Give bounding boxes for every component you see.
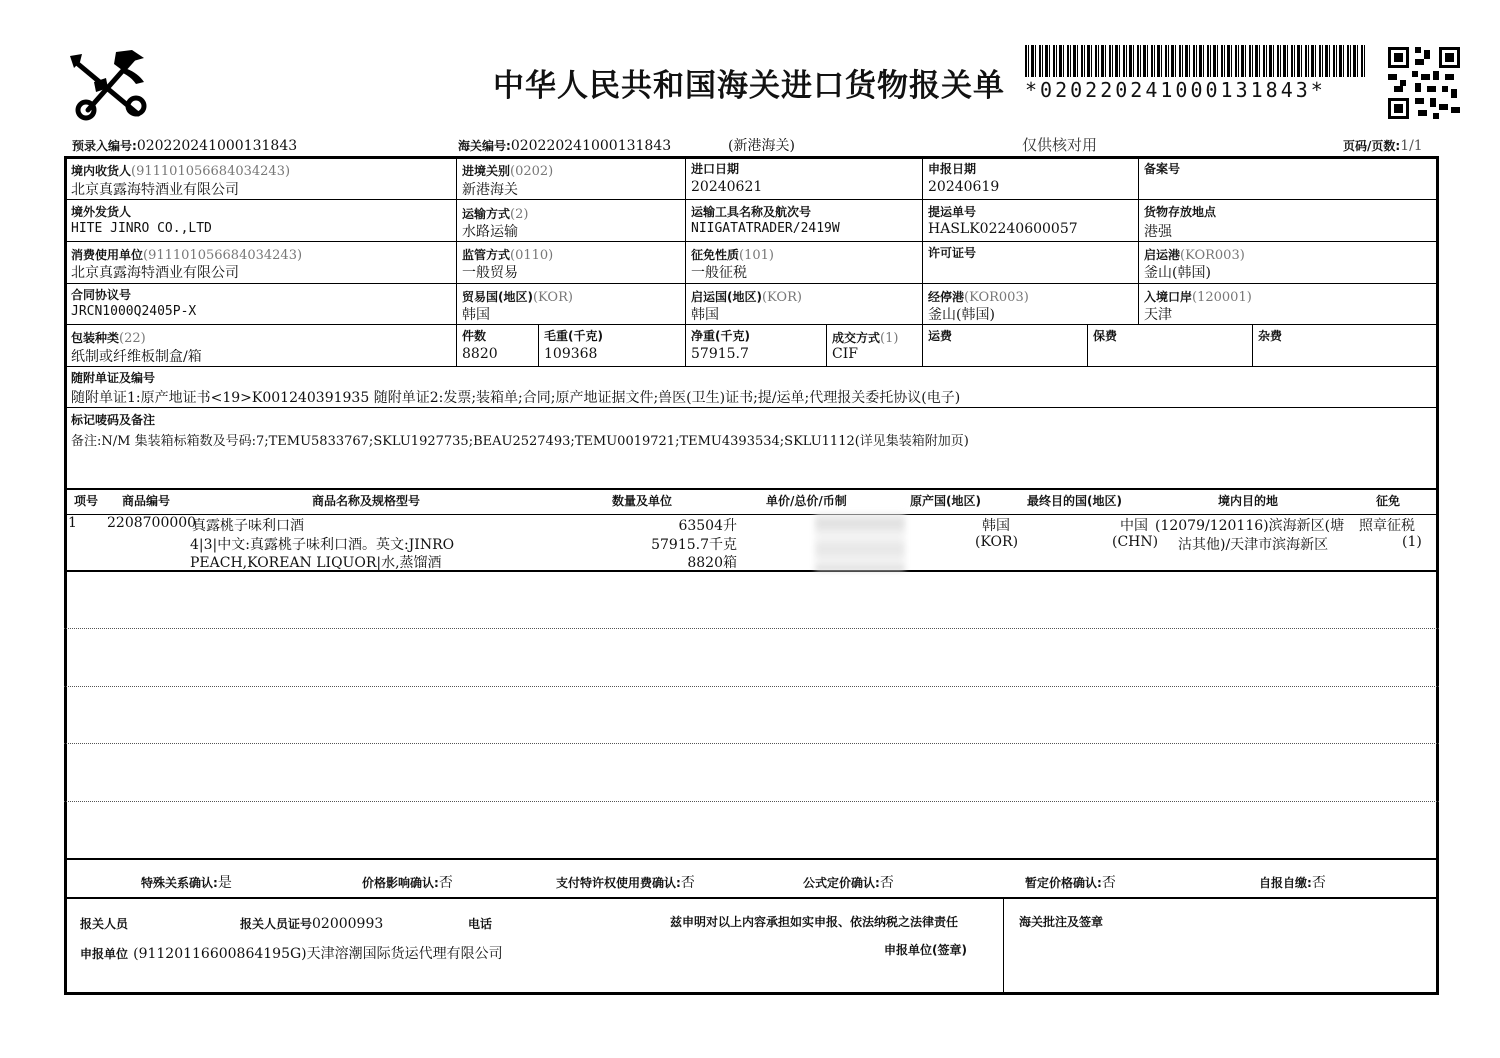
package-value: 纸制或纤维板制盒/箱	[71, 349, 202, 365]
transport-label: 运输方式	[462, 207, 511, 221]
supervision-code: (0110)	[510, 248, 554, 263]
confirm-provisional-label: 暂定价格确认:	[1025, 876, 1102, 890]
col-header-name: 商品名称及规格型号	[312, 494, 421, 508]
entry-port-code: (120001)	[1192, 290, 1252, 305]
transport-code: (2)	[510, 207, 529, 222]
declare-unit-value: (91120116600864195G)天津溶潮国际货运代理有限公司	[133, 946, 503, 962]
form-title: 中华人民共和国海关进口货物报关单	[493, 68, 1005, 104]
marks-value: 备注:N/M 集装箱标箱数及号码:7;TEMU5833767;SKLU1927735;BEAU2527493;TEMU0019721;TEMU4393534;SKLU1112(详见集装箱附加页)	[71, 434, 969, 449]
transit-port-value: 釜山(韩国)	[928, 307, 995, 323]
entry-office-label: 进境关别	[462, 164, 511, 178]
shipper-label: 境外发货人	[71, 205, 132, 219]
import-date-value: 20240621	[691, 179, 763, 195]
dep-country-value: 韩国	[691, 307, 719, 323]
insurance-label: 保费	[1093, 329, 1118, 343]
confirm-formula-value: 否	[879, 875, 894, 891]
customs-no-value: 020220241000131843	[510, 138, 672, 154]
item-domestic-line1: (12079/120116)滨海新区(塘	[1155, 518, 1345, 534]
levy-code: (101)	[739, 248, 774, 263]
pieces-value: 8820	[462, 346, 498, 362]
confirm-price-value: 否	[438, 875, 453, 891]
dep-country-code: (KOR)	[761, 290, 802, 305]
declare-date-label: 申报日期	[928, 162, 977, 176]
confirm-price-label: 价格影响确认:	[362, 876, 439, 890]
entry-office-value: 新港海关	[462, 182, 518, 198]
customs-no-label: 海关编号:	[458, 139, 511, 153]
item-dest: 中国	[1120, 518, 1148, 534]
col-header-qty: 数量及单位	[612, 494, 673, 508]
gross-label: 毛重(千克)	[544, 329, 603, 343]
terms-code: (1)	[880, 331, 899, 346]
storage-label: 货物存放地点	[1144, 205, 1217, 219]
license-label: 许可证号	[928, 246, 977, 260]
docs-value: 随附单证1:原产地证书<19>K001240391935 随附单证2:发票;装箱单;合同;原产地证据文件;兽医(卫生)证书;提/运单;代理报关委托协议(电子)	[71, 390, 961, 406]
declare-unit-label: 申报单位	[80, 947, 129, 961]
declarant-cert-value: 02000993	[312, 916, 384, 932]
net-label: 净重(千克)	[691, 329, 750, 343]
verify-only: 仅供核对用	[1022, 136, 1098, 154]
col-header-no: 项号	[74, 494, 99, 508]
vessel-value: NIIGATATRADER/2419W	[691, 221, 840, 236]
entry-port-label: 入境口岸	[1144, 290, 1193, 304]
confirm-royalty-label: 支付特许权使用费确认:	[556, 876, 681, 890]
confirm-self-pay-label: 自报自缴:	[1259, 876, 1312, 890]
trade-country-label: 贸易国(地区)	[462, 290, 533, 304]
user-label: 消费使用单位	[71, 248, 144, 262]
terms-value: CIF	[832, 346, 858, 362]
col-header-levy: 征免	[1376, 494, 1401, 508]
shipper-value: HITE JINRO CO.,LTD	[71, 221, 212, 236]
dep-port-code: (KOR003)	[1180, 248, 1245, 263]
record-no-label: 备案号	[1144, 162, 1181, 176]
barcode-text: *020220241000131843*	[1025, 78, 1326, 102]
item-origin-code: (KOR)	[975, 534, 1019, 550]
transport-value: 水路运输	[462, 224, 518, 240]
dep-country-label: 启运国(地区)	[691, 290, 762, 304]
declarant-label: 报关人员	[80, 917, 129, 931]
confirm-special-label: 特殊关系确认:	[141, 876, 218, 890]
confirm-special-value: 是	[217, 875, 232, 891]
trade-country-value: 韩国	[462, 307, 490, 323]
terms-label: 成交方式	[832, 331, 881, 345]
dep-port-label: 启运港	[1144, 248, 1181, 262]
marks-label: 标记唛码及备注	[71, 413, 156, 427]
pre-entry-value: 020220241000131843	[136, 138, 298, 154]
confirm-provisional-value: 否	[1101, 875, 1116, 891]
confirm-formula-label: 公式定价确认:	[803, 876, 880, 890]
page-label: 页码/页数:	[1343, 139, 1401, 153]
contract-value: JRCN1000Q2405P-X	[71, 304, 197, 319]
phone-label: 电话	[468, 917, 493, 931]
col-header-dest: 最终目的国(地区)	[1027, 494, 1122, 508]
item-spec-line2: PEACH,KOREAN LIQUOR|水,蒸馏酒	[190, 555, 442, 571]
declaration-statement: 兹申明对以上内容承担如实申报、依法纳税之法律责任	[670, 915, 959, 929]
col-header-origin: 原产国(地区)	[910, 494, 981, 508]
item-levy-code: (1)	[1402, 534, 1422, 550]
trade-country-code: (KOR)	[532, 290, 573, 305]
customs-emblem-icon	[66, 48, 156, 126]
item-levy: 照章征税	[1359, 518, 1415, 534]
item-no: 1	[68, 515, 77, 531]
confirm-royalty-value: 否	[680, 875, 695, 891]
supervision-value: 一般贸易	[462, 265, 518, 281]
import-date-label: 进口日期	[691, 162, 740, 176]
page-value: 1/1	[1400, 138, 1423, 154]
dep-port-value: 釜山(韩国)	[1144, 265, 1211, 281]
qr-code-icon	[1388, 47, 1460, 119]
declare-unit-seal-label: 申报单位(签章)	[884, 943, 967, 957]
item-qty-kg: 57915.7千克	[651, 537, 737, 553]
item-qty-liters: 63504升	[678, 518, 737, 534]
declare-date-value: 20240619	[928, 179, 1000, 195]
docs-label: 随附单证及编号	[71, 371, 156, 385]
user-code: (911101056684034243)	[143, 248, 303, 263]
customs-note-label: 海关批注及签章	[1019, 915, 1104, 929]
item-origin: 韩国	[982, 518, 1010, 534]
vessel-label: 运输工具名称及航次号	[691, 205, 812, 219]
bl-value: HASLK02240600057	[928, 221, 1078, 237]
customs-office: (新港海关)	[728, 138, 795, 154]
item-qty-boxes: 8820箱	[687, 555, 737, 571]
confirm-self-pay-value: 否	[1311, 875, 1326, 891]
col-header-hs: 商品编号	[122, 494, 171, 508]
pre-entry-label: 预录入编号:	[72, 139, 137, 153]
consignee-value: 北京真露海特酒业有限公司	[71, 182, 239, 198]
transit-port-code: (KOR003)	[964, 290, 1029, 305]
package-code: (22)	[119, 331, 146, 346]
item-dest-code: (CHN)	[1112, 534, 1159, 550]
barcode	[1025, 45, 1365, 77]
contract-label: 合同协议号	[71, 288, 132, 302]
declarant-cert-label: 报关人员证号	[240, 917, 313, 931]
item-spec-line1: 4|3|中文:真露桃子味利口酒。英文:JINRO	[190, 537, 455, 553]
col-header-price: 单价/总价/币制	[766, 494, 847, 508]
consignee-code: (911101056684034243)	[131, 164, 291, 179]
package-label: 包装种类	[71, 331, 120, 345]
user-value: 北京真露海特酒业有限公司	[71, 265, 239, 281]
pieces-label: 件数	[462, 329, 487, 343]
supervision-label: 监管方式	[462, 248, 511, 262]
levy-label: 征免性质	[691, 248, 740, 262]
freight-label: 运费	[928, 329, 953, 343]
entry-port-value: 天津	[1144, 307, 1172, 323]
bl-label: 提运单号	[928, 205, 977, 219]
gross-value: 109368	[544, 346, 598, 362]
levy-value: 一般征税	[691, 265, 747, 281]
item-name: 真露桃子味利口酒	[192, 518, 304, 534]
col-header-domestic: 境内目的地	[1218, 494, 1279, 508]
storage-value: 港强	[1144, 224, 1172, 240]
price-redacted	[815, 513, 905, 571]
transit-port-label: 经停港	[928, 290, 965, 304]
net-value: 57915.7	[691, 346, 749, 362]
misc-label: 杂费	[1258, 329, 1283, 343]
entry-office-code: (0202)	[510, 164, 554, 179]
consignee-label: 境内收货人	[71, 164, 132, 178]
item-hs-code: 2208700000	[107, 515, 197, 531]
item-domestic-line2: 沽其他)/天津市滨海新区	[1178, 537, 1329, 553]
